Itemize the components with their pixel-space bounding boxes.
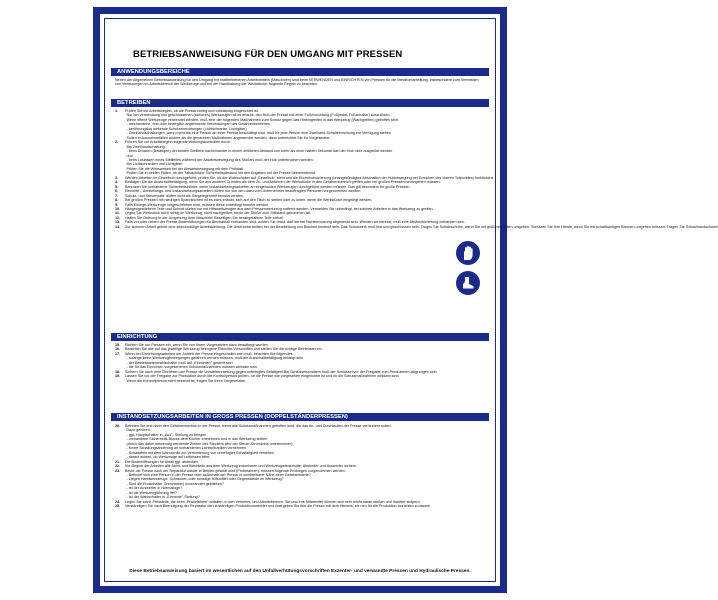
- betrieb-list: [115, 109, 718, 229]
- item-number: 15.: [115, 343, 121, 347]
- item-number: 20.: [115, 424, 121, 428]
- section-header-einrichtung: EINRICHTUNG: [111, 333, 489, 341]
- item-text: - ggf. Hauptschalter in „Aus"- Stellung zu bringen: [126, 432, 207, 437]
- item-number: 1.: [115, 109, 119, 113]
- item-text: - Befindet sich eine Person in der Presse oder außerhalb der Presse in unmittelbarer Nähe einer Gefahrenstelle?: [126, 472, 311, 477]
- item-text: - Zweihandschaltungen, wenn mehr als eine Person an einer Presse beschäftigt sind, muß für jede Person eine Zweihand-Schalteinrichtung zur Verfügung stehen: [126, 131, 391, 136]
- list-item: [115, 224, 718, 229]
- item-text: Bei Lichtschranken und Lichtgitter:: [126, 162, 183, 167]
- item-text: Falls vor oder neben der Presse Bodenöffnungen für Blechabfall vorhanden sind, achten Sie drauf, daß sie bei Nichtbenutzung abgedeckt sind. Werden sie benutzt, muß eine Absturzsicherung vorhanden sein.: [125, 220, 466, 225]
- item-text: - Liegen Handwerkzeuge, Schrauben oder sonstige Hilfsmittel oder Gegenstände im Werkzeug?: [126, 477, 284, 482]
- item-text: Sollen in Ausnahmefällen andere als die genannten Maßnahmen angewendet werden, dann unterrichtet Sie Ihr Vorgesetzter.: [126, 135, 331, 140]
- item-text: - Keine Schaltungsänderung an vorhandenen Lichtschranken vornehmen: [126, 446, 247, 451]
- item-text: Prüfen Sie in beiden Fällen, ob der Tatsächliche Sicherheitsabstand mit den Angaben auf der Presse übereinstimmt.: [126, 171, 316, 176]
- item-text: - beim Drücken (Betätigen) der beiden Stellteile nacheinander in einem zeitlichen Abstand von mehr als einer halben Sekunde darf der Hub nicht ausgelöst werden: [126, 149, 393, 154]
- item-text: Richten Sie nur Pressen ein, wenn Sie von Ihrem Vorgesetzten dazu beauftragt wurden.: [125, 343, 269, 347]
- item-text: Werden Arbeiten im Einzelhub durchgeführt, prüfen Sie, ob der Wahlschalter auf „Einzelhub" steht und die Einzelhubsicherung (unangekündigtes Abschalten der Hubbewegung bei Erreichen des oberen Totpunktes) funktioniert.: [125, 175, 494, 180]
- item-text: Prüfen Sie vor Arbeitsbeginn, ob die Presse richtig und vollständig eingerichtet ist.: [125, 109, 259, 113]
- item-text: Dazu gehören:: [126, 428, 151, 433]
- item-number: 5.: [115, 184, 119, 189]
- item-text: - Ist der Wahlschalter in „Einrichte"-Stellung?: [126, 495, 200, 500]
- item-text: Schutz- und Steuerpulte dürfen nicht als Sitzgelegenheit benutzt werden.: [125, 193, 245, 198]
- item-text: Nur bei Verwendung von geschlossenen (sicheren) Werkzeugen ist es erlaubt, den Hub der Presse mit einer Fußeinrichtung (Fußpedal, Fußschalter) auszulösen.: [126, 113, 391, 118]
- section-header-anwendungsbereiche: ANWENDUNGSBEREICHE: [111, 68, 489, 76]
- item-number: 14.: [115, 224, 121, 229]
- item-text: Legen Sie keine Pressteile, die beim „Probefahren" anfallen, in den Verkehrs- und Arbeitsbereich. Sie und Ihre Mitarbeiter können sich sehr leicht daran stoßen und darüber stolpern.: [125, 499, 421, 504]
- item-text: - der Betriebsartenwahlschalter muß auf „Einrichten" gestellt sein: [126, 360, 233, 365]
- item-number: 18.: [115, 369, 121, 374]
- einrichtung-list: [115, 343, 485, 383]
- item-number: 7.: [115, 193, 119, 198]
- page-title: BETRIEBSANWEISUNG FÜR DEN UMGANG MIT PRESSEN: [133, 49, 403, 60]
- instruction-sheet: [93, 7, 718, 593]
- item-text: Bei großen Pressen mit niedrigen Spanntischen ist es nicht erlaubt, sich auf den Tisch zu stellen oder zu knien, wenn die Werkstücke eingelegt werden.: [125, 198, 373, 203]
- sheet-inner-frame: [104, 18, 718, 582]
- item-number: 21.: [115, 459, 121, 464]
- item-number: 17.: [115, 351, 121, 356]
- item-text: Wenn die Kontrollperson nicht bekannt ist, fragen Sie Ihren Vorgesetzten.: [126, 378, 247, 383]
- item-text: (durch das dabei notwendig werdende Ziehen des Steckers wird der Steuer-Stromkreis unterbrochen): [126, 441, 293, 446]
- item-number: 2.: [115, 140, 119, 145]
- item-text: - die für das Einrichten vorgesehenen Schutzmaßnahmen müssen wirksam sein.: [126, 365, 259, 370]
- item-text: Benutzen Sie vorhandene Sicherheitsblöcke, wenn Instandsetzungsarbeiten an eingebauten Werkzeugen durchgeführt werden müssen. Das gilt besonders für große Pressen.: [125, 184, 411, 189]
- item-text: - solange keine Werkzeugbewegungen gefahren werden müssen, muß die Ausschaltbetätigung betätigt sein: [126, 356, 304, 361]
- item-text: Falls Einlege-Werkzeuge vorgeschrieben sind, müssen diese unbedingt benutzt werden.: [125, 202, 270, 207]
- anwendung-block: [115, 78, 485, 87]
- section-header-instandsetzung: INSTANDSETZUNGSARBEITEN IN GROSS PRESSEN (DOPPELSTÄNDERPRESSEN): [111, 413, 489, 421]
- item-number: 4.: [115, 180, 119, 185]
- item-text: - Ist der Auswerfer in Normallage?: [126, 486, 183, 491]
- list-item: [115, 504, 485, 508]
- gloves-icon: [456, 241, 480, 265]
- item-text: und: [126, 153, 133, 158]
- item-number: 16.: [115, 347, 121, 352]
- item-number: 9.: [115, 202, 119, 207]
- list-item: [115, 379, 485, 383]
- item-text: Vor Beginn der Arbeiten alle Abhil- und Blechteile aus dem Werkzeug entnehmen und Werkzeugwiederholte; Abstreifer und Auswerfer sichern.: [125, 464, 358, 469]
- item-text: Lassen Sie vor der Freigabe zur Produktion durch die Kontrollperson prüfen, ob die Presse wie vorgesehen eingerichtet ist und ob die Schutzmaßnahmen wirksam sind.: [125, 374, 400, 379]
- item-text: - Schaltafeln mit dem Warnschild zur Verhinderung von unbefugter Schaltätigkeit versehen: [126, 450, 275, 455]
- anwendung-paragraph: [115, 78, 485, 87]
- item-text: Die Bodenöffnungen für Abfall ggf. abdecken.: [125, 459, 200, 464]
- item-number: 13.: [115, 220, 121, 225]
- item-text: Beachten Sie alle auf das jeweilige Werkzeug bezogene Einrichte-Vorschriften und stellen Sie die richtige Betriebsart ein.: [125, 347, 323, 352]
- item-text: - vorhandene Sicherheits-Blocks dem Köcher entnehmen und in das Werkzeug stellen: [126, 437, 268, 442]
- item-number: 3.: [115, 175, 119, 180]
- item-text: Sichern Sie nach dem Einrichten der Presse die Umstelleinrichtung gegen unbefugtes Betätigen! Bei Schlüsselschaltern muß der Schlüssel vor der Freigabe zum Produzieren abgezogen sein.: [125, 369, 438, 374]
- item-number: 12.: [115, 215, 121, 220]
- section-header-betreiben: BETREIBEN: [111, 99, 489, 107]
- item-number: 6.: [115, 189, 119, 194]
- item-number: 24.: [115, 499, 121, 504]
- item-text: Legen Sie Werkstück nicht richtig im Werkzeug, nicht nachgreifen, bevor der Stößel zum Stillstand gekommen ist!: [125, 211, 311, 216]
- item-text: Verständigen Sie nach Beendigung der Reparatur den zuständigen Produktionsmeister und übergeben Sie ihm die Presse mit dem Hinweis, sie neu für die Produktion einrichten zu lassen: [125, 504, 431, 509]
- item-text: - Sind die Endschalter Grenztaster) unverändert geblieben?: [126, 481, 224, 486]
- item-text: Führen Sie vor Arbeitsbeginn folgende Wirkungskontrollen durch.: [125, 140, 232, 145]
- item-text: - Ist die Werkzeugführung frei?: [126, 490, 177, 495]
- item-text: Betätigen Sie die Ausschaltbetätigung, wenn Sie aus anderen Gründen als dem Zu- und Abführen der Werkstücke in den Gefahrenbereich greifen oder bei großen Pressen hineingehen müssen.: [125, 180, 441, 185]
- instandsetzung-list: [115, 424, 485, 509]
- item-text: Wenn bei Einrichtungsarbeiten der Antrieb der Presse eingeschaltet sein muß, beachten Sie folgendes.: [125, 351, 294, 356]
- item-text: Zur sicheren Arbeit gehört eine zweckmäßige Arbeitskleidung. Die Unterarme sollten bei der Bearbeitung von Blechen bedeckt sein. Das Schuhwerk muß fest und geschlossen sein. Tragen Sie Schutzschuhe, wenn Sie mit größeren Teilen umgehen. Schützen Sie Ihre Hände, wenn Sie mit scharfkantigen Blechen umgehen müssen. Tragen Sie Schutzhandschuhe!: [125, 224, 718, 229]
- item-text: - darauf achten, ob Werkzeuge auf Luftkissen fährt.: [126, 455, 211, 460]
- item-number: 10.: [115, 206, 121, 211]
- item-text: Wenn offene Werkzeuge verwendet werden, muß eine der folgenden Maßnahmen zum Schutz gegen das Hineingreifen in das Werkzeug (Wachgreifen) getroffen sein:: [126, 117, 399, 122]
- item-text: Bei Zweihandschaltung:: [126, 144, 166, 149]
- anwendung-text: Neben der Allgemeinen Betriebsanweisung für den Umgang mit kraftbetriebenen Arbeitsmitteln (Maschinen) sind beim VERWENDEN und EINRICHTEN von Pressen für die Metallverarbeitung, insbesondere zum Vermeiden von Verletzungen im Arbeitsbereich der Werkzeuge und bei der Handhabung der Werkstücke, folgende Regeln zu beachten.: [115, 78, 479, 87]
- safety-boot-icon: [456, 271, 480, 295]
- item-text: - mechanische, fest oder beweglich angebrachte Verdeckungen des Gefahrenbereiches: [126, 122, 270, 127]
- item-number: 19.: [115, 374, 121, 379]
- item-number: 11.: [115, 211, 120, 216]
- item-number: 25.: [115, 504, 121, 509]
- item-text: Prüfen Sie die Wirksamkeit bei der Abwärtsbewegung mit dem Prüfstab.: [126, 166, 245, 171]
- footer-note: Diese Betriebsanweisung basiert im wesentlichen auf den Unfallverhütungsvorschriften Exzenter- und verwandte Pressen und Hydraulische Pressen.: [129, 569, 471, 574]
- item-text: - beim Loslassen eines Stellteiles während der Abwärtsbewegung des Stößels muß der Hub unterbrochen werden.: [126, 157, 314, 162]
- item-text: Betreten Sie erst dann den Gefahrenbereich in der Presse, wenn alle Schutzmaßnahmen getroffen sind, die das An- und Durchlaufen der Presse verhindern sollen.: [125, 424, 392, 428]
- item-number: 23.: [115, 468, 121, 473]
- item-text: Halten Sie Ordnung in der Umgebung Ihrer Maschine! Beseitigen Sie herabgefallene Teile sofort!: [125, 215, 283, 220]
- item-number: 22.: [115, 464, 121, 469]
- item-text: Einrichte-, Umstellungs- und Instandsetzungsarbeiten dürfen nur von den dazu vom Unternehmer beauftragten Personen vorgenommen werden.: [125, 189, 362, 194]
- item-number: 8.: [115, 198, 119, 203]
- item-text: Bevor die Presse nach der Reparatur wieder in Betrieb gesetzt wird (Probefahren), müssen folgende Prüfungen vorgenommen werden.: [125, 468, 346, 473]
- item-text: - berührungslos wirkende Schutzeinrichtungen (Lichtschranke, Lichtgitter): [126, 126, 247, 131]
- item-text: Hängengebliebene Teile und Schrott dürfen nur mit Hilfswerkzeugen aus dem Pressenwerkzeug entfernt werden. Vermeiden Sie unbedingt, bei solchen Arbeiten in das Werkzeug zu greifen.: [125, 206, 434, 211]
